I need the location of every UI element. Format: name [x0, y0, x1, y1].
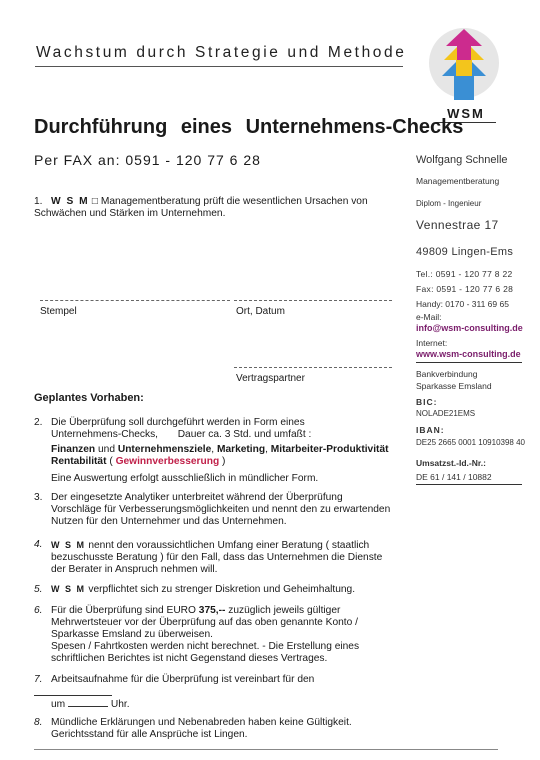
item-4-number: 4. [34, 539, 43, 550]
sidebar-bic-label: BIC: [416, 397, 438, 407]
sidebar-iban: DE25 2665 0001 10910398 40 [416, 438, 525, 447]
sidebar-email-link[interactable]: info@wsm-consulting.de [416, 323, 523, 333]
sidebar-internet-label: Internet: [416, 338, 448, 348]
logo-text: WSM [447, 106, 485, 121]
sidebar-name: Wolfgang Schnelle [416, 154, 508, 166]
item-2-comma2: , [265, 444, 268, 455]
item-2-paren-open: ( [109, 456, 113, 467]
place-date-line [234, 300, 392, 301]
sidebar-web-link[interactable]: www.wsm-consulting.de [416, 349, 521, 359]
item-8-number: 8. [34, 717, 43, 728]
item-3-text: Der eingesetzte Analytiker unterbreitet während der Überprüfung Vorschläge für Verbesserungsmöglichkeiten und nennt den zu erwartenden Nutzen für den Unternehmer und das Unternehmen. [51, 492, 391, 527]
item-6-text: zuzüglich jeweils gültiger Mehrwertsteuer vor der Überprüfung auf das oben genannte Konto / Sparkasse Emsland zu überweisen. [51, 605, 358, 640]
time-fill-field[interactable] [68, 697, 108, 707]
item-3 [34, 492, 394, 528]
item-2-line2a: Unternehmens-Checks, [51, 429, 159, 440]
fax-line: Per FAX an: 0591 - 120 77 6 28 [34, 152, 261, 168]
partner-label: Vertragspartner [236, 373, 305, 384]
sidebar-tel: Tel.: 0591 - 120 77 8 22 [416, 269, 513, 279]
partner-line [234, 367, 392, 368]
item-2-mitarbeiter: Mitarbeiter-Produktivität [270, 444, 389, 455]
item-2-rentabilitaet: Rentabilität [51, 456, 107, 467]
item-1-number: 1. [34, 196, 43, 207]
item-8 [34, 717, 394, 741]
item-4-wsm: W S M [51, 540, 86, 550]
item-6-amount: 375,-- [198, 605, 226, 616]
item-3-number: 3. [34, 492, 43, 503]
item-1 [34, 196, 394, 220]
item-1-text: Managementberatung prüft die wesentlichen Ursachen von Schwächen und Stärken im Unternehmen. [34, 196, 368, 219]
item-1-wsm: W S M [51, 196, 90, 207]
item-7-text: Arbeitsaufnahme für die Überprüfung ist vereinbart für den [51, 674, 315, 685]
item-2-unternehmensziele: Unternehmensziele [117, 444, 212, 455]
date-fill-field[interactable] [34, 686, 112, 696]
sidebar-bic: NOLADE21EMS [416, 409, 476, 418]
item-4-text: nennt den voraussichtlichen Umfang einer Beratung ( staatlich bezuschusste Beratung ) für den Fall, dass das Unternehmen die Dienste der Berater in Anspruch nehmen will. [51, 540, 383, 575]
item-5-wsm: W S M [51, 584, 86, 594]
footer-line [34, 749, 498, 750]
item-2-auswertung: Eine Auswertung erfolgt ausschließlich in mündlicher Form. [51, 473, 319, 484]
item-1-glyph: □ [91, 196, 99, 207]
section-title: Geplantes Vorhaben: [34, 392, 144, 404]
header-motto: Wachstum durch Strategie und Methode [36, 44, 407, 61]
item-7-uhr: Uhr. [110, 699, 130, 710]
sidebar-bank-label: Bankverbindung [416, 369, 478, 379]
item-2-line2b: Dauer ca. 3 Std. und umfaßt : [177, 429, 312, 440]
item-6-number: 6. [34, 605, 43, 616]
item-2-number: 2. [34, 417, 43, 428]
item-2-paren-close: ) [222, 456, 226, 467]
item-8-text: Mündliche Erklärungen und Nebenabreden haben keine Gültigkeit. Gerichtsstand für alle Ansprüche ist Lingen. [51, 717, 352, 740]
header-divider [35, 66, 403, 67]
sidebar-ust-label: Umsatzst.-Id.-Nr.: [416, 458, 486, 468]
stamp-label: Stempel [40, 306, 77, 317]
sidebar-ust: DE 61 / 141 / 10882 [416, 472, 492, 482]
page-title: Durchführung eines Unternehmens-Checks [34, 116, 464, 138]
item-6-line2: Spesen / Fahrtkosten werden nicht berechnet. - Die Erstellung eines schriftlichen Berichtes ist nicht Gegenstand dieses Vertrages. [51, 641, 360, 664]
item-7-um: um [51, 699, 66, 710]
sidebar-iban-label: IBAN: [416, 425, 445, 435]
item-5-text: verpflichtet sich zu strenger Diskretion und Geheimhaltung. [88, 584, 356, 595]
sidebar-diplom: Diplom - Ingenieur [416, 199, 482, 208]
item-6-pre: Für die Überprüfung sind EURO [51, 605, 196, 616]
sidebar-city: 49809 Lingen-Ems [416, 246, 514, 258]
stamp-line [40, 300, 230, 301]
sidebar-firm: Managementberatung [416, 176, 500, 186]
sidebar-handy: Handy: 0170 - 311 69 65 [416, 299, 509, 309]
place-date-label: Ort, Datum [236, 306, 285, 317]
item-2-gewinnverbesserung: Gewinnverbesserung [115, 456, 220, 467]
item-2-und: und [98, 444, 115, 455]
item-2-finanzen: Finanzen [51, 444, 96, 455]
item-2-line1: Die Überprüfung soll durchgeführt werden in Form eines [51, 417, 305, 428]
item-7-number: 7. [34, 674, 43, 685]
item-5 [34, 583, 394, 596]
item-7-time [51, 697, 411, 711]
sidebar-street: Vennestrae 17 [416, 218, 499, 232]
sidebar-bank-name: Sparkasse Emsland [416, 381, 492, 391]
wsm-logo-icon [428, 24, 500, 102]
sidebar-divider [416, 362, 522, 363]
item-2 [34, 417, 394, 485]
sidebar-ust-underline [416, 484, 522, 485]
item-2-marketing: Marketing [216, 444, 266, 455]
item-2-comma1: , [211, 444, 215, 455]
item-6 [34, 605, 394, 665]
item-5-number: 5. [34, 584, 43, 595]
sidebar-fax: Fax: 0591 - 120 77 6 28 [416, 284, 514, 294]
sidebar-email-label: e-Mail: [416, 312, 442, 322]
item-4 [34, 539, 394, 576]
